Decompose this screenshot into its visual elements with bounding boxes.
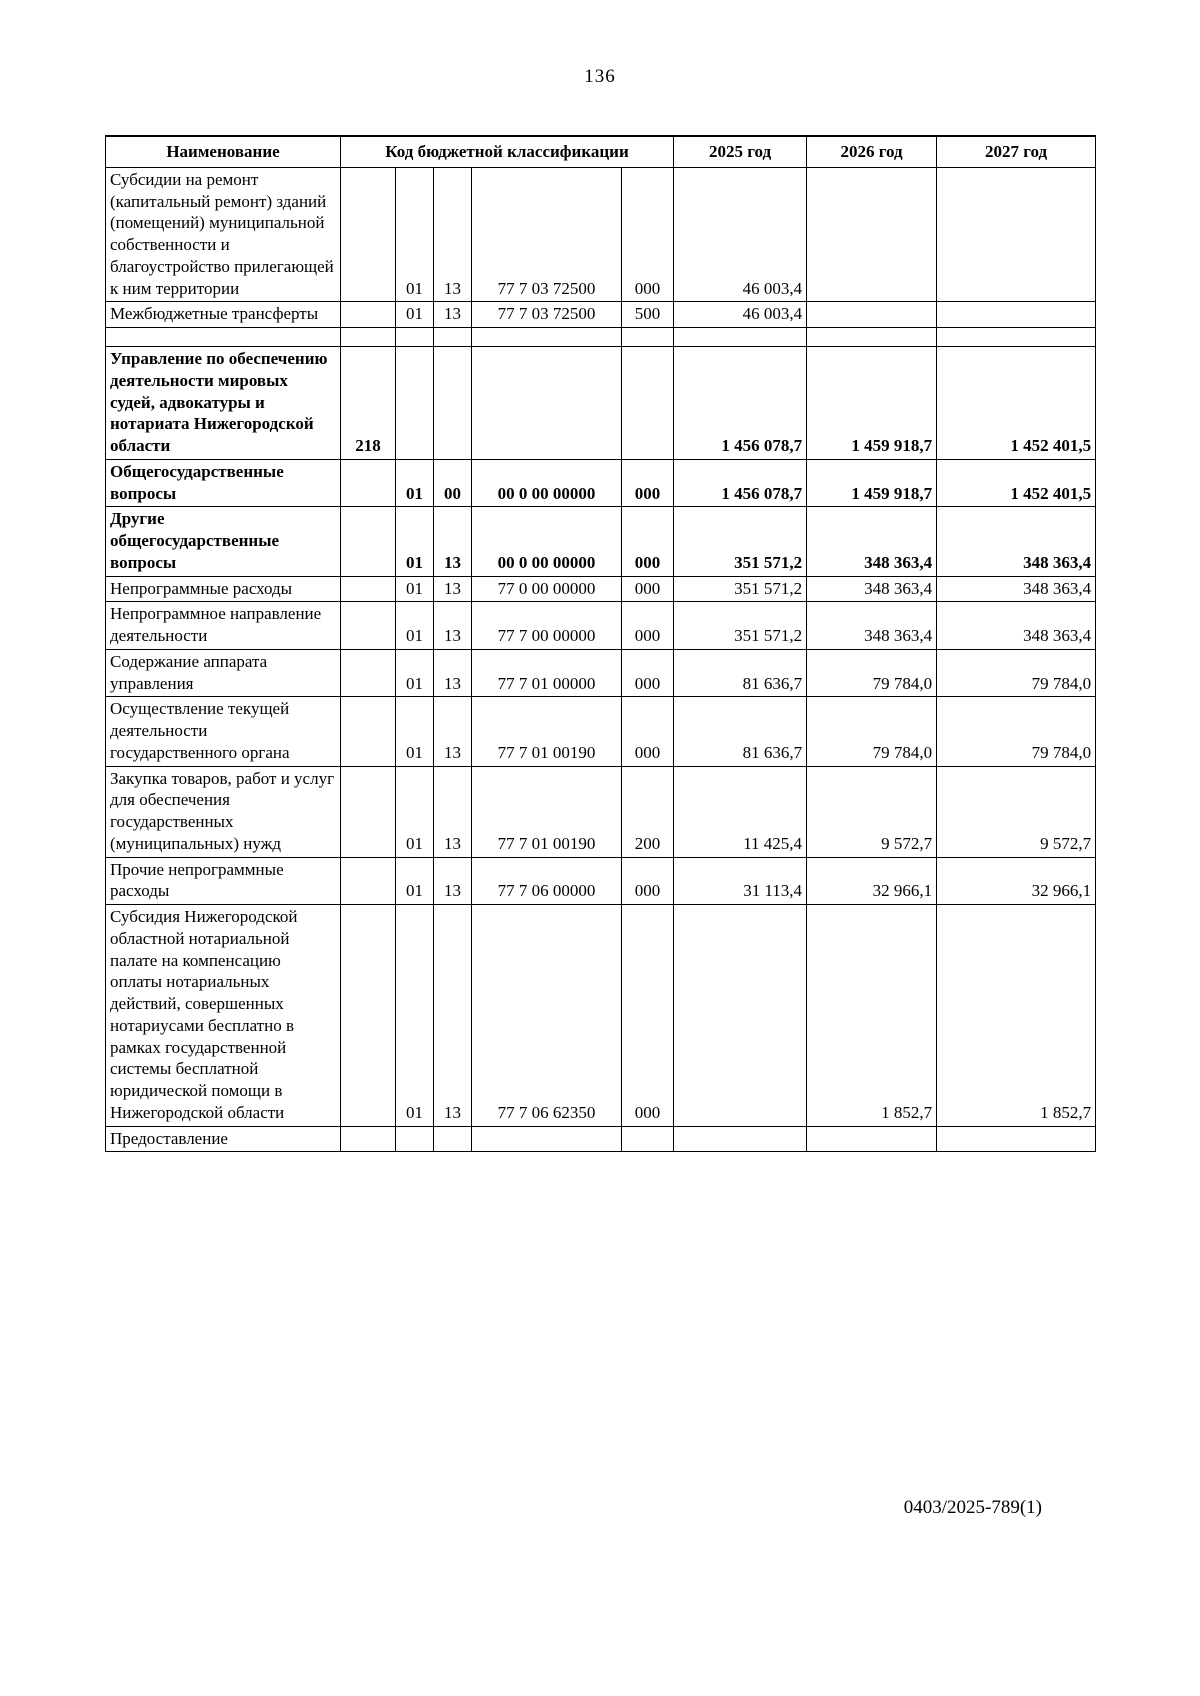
cell-rz: 01 [396,697,434,766]
cell-vr: 500 [622,302,674,328]
cell-pr: 13 [434,905,472,1127]
cell-y2025: 351 571,2 [674,602,807,650]
cell-y2027: 1 852,7 [937,905,1096,1127]
cell-y2026 [807,167,937,302]
cell-y2027: 1 452 401,5 [937,459,1096,507]
cell-vr: 000 [622,905,674,1127]
cell-grbs [341,459,396,507]
cell-y2025: 11 425,4 [674,766,807,857]
cell-y2027 [937,328,1096,347]
cell-grbs [341,576,396,602]
cell-y2026 [807,302,937,328]
cell-y2025: 81 636,7 [674,649,807,697]
cell-rz: 01 [396,602,434,650]
cell-name: Непрограммные расходы [106,576,341,602]
budget-table [105,135,1096,1152]
cell-rz: 01 [396,649,434,697]
cell-grbs [341,328,396,347]
cell-name: Непрограммное направление деятельности [106,602,341,650]
header-name: Наименование [106,136,341,167]
cell-y2025: 46 003,4 [674,167,807,302]
cell-grbs [341,302,396,328]
cell-y2027: 9 572,7 [937,766,1096,857]
cell-pr: 13 [434,649,472,697]
cell-name: Межбюджетные трансферты [106,302,341,328]
header-budget-code: Код бюджетной классификации [341,136,674,167]
cell-vr: 000 [622,649,674,697]
cell-y2026: 32 966,1 [807,857,937,905]
cell-y2026: 1 459 918,7 [807,347,937,460]
cell-csr: 77 0 00 00000 [472,576,622,602]
cell-csr: 77 7 03 72500 [472,167,622,302]
table-row [106,1126,1096,1152]
table-row [106,905,1096,1127]
header-year-2026: 2026 год [807,136,937,167]
cell-name: Другие общегосударственные вопросы [106,507,341,576]
cell-csr: 77 7 06 00000 [472,857,622,905]
cell-rz: 01 [396,857,434,905]
cell-rz: 01 [396,766,434,857]
cell-y2027: 32 966,1 [937,857,1096,905]
cell-csr [472,1126,622,1152]
cell-name: Управление по обеспечению деятельности мировых судей, адвокатуры и нотариата Нижегородской области [106,347,341,460]
cell-pr: 13 [434,602,472,650]
cell-pr: 13 [434,697,472,766]
cell-vr [622,328,674,347]
cell-rz: 01 [396,459,434,507]
table-header-row [106,136,1096,167]
cell-grbs [341,1126,396,1152]
cell-y2025: 1 456 078,7 [674,347,807,460]
cell-csr [472,347,622,460]
cell-csr: 77 7 00 00000 [472,602,622,650]
cell-vr: 000 [622,857,674,905]
cell-y2027: 79 784,0 [937,649,1096,697]
cell-pr [434,1126,472,1152]
cell-y2027 [937,302,1096,328]
cell-y2026: 348 363,4 [807,507,937,576]
table-row [106,857,1096,905]
cell-y2025: 31 113,4 [674,857,807,905]
cell-y2026 [807,1126,937,1152]
cell-vr: 200 [622,766,674,857]
cell-y2025: 46 003,4 [674,302,807,328]
document-reference-number: 0403/2025-789(1) [903,1497,1042,1518]
cell-rz: 01 [396,576,434,602]
cell-grbs [341,649,396,697]
cell-vr: 000 [622,697,674,766]
cell-y2026: 79 784,0 [807,649,937,697]
cell-y2027: 348 363,4 [937,576,1096,602]
cell-csr: 00 0 00 00000 [472,507,622,576]
cell-pr: 13 [434,507,472,576]
cell-y2027 [937,167,1096,302]
cell-csr [472,328,622,347]
cell-pr: 13 [434,766,472,857]
cell-y2027: 1 452 401,5 [937,347,1096,460]
cell-csr: 77 7 01 00190 [472,766,622,857]
cell-name: Закупка товаров, работ и услуг для обеспечения государственных (муниципальных) нужд [106,766,341,857]
cell-grbs [341,857,396,905]
cell-rz [396,1126,434,1152]
table-row [106,766,1096,857]
cell-vr: 000 [622,167,674,302]
cell-grbs [341,507,396,576]
cell-grbs [341,602,396,650]
cell-y2025 [674,328,807,347]
table-row [106,347,1096,460]
cell-y2026 [807,328,937,347]
cell-pr: 13 [434,302,472,328]
cell-pr: 13 [434,576,472,602]
cell-y2026: 1 852,7 [807,905,937,1127]
cell-name: Осуществление текущей деятельности государственного органа [106,697,341,766]
cell-y2027: 348 363,4 [937,507,1096,576]
cell-csr: 77 7 01 00000 [472,649,622,697]
header-year-2027: 2027 год [937,136,1096,167]
table-row [106,576,1096,602]
cell-grbs [341,905,396,1127]
table-row [106,649,1096,697]
cell-y2027 [937,1126,1096,1152]
cell-grbs [341,766,396,857]
cell-pr: 13 [434,857,472,905]
cell-rz: 01 [396,507,434,576]
cell-csr: 77 7 03 72500 [472,302,622,328]
cell-y2026: 348 363,4 [807,602,937,650]
table-row [106,302,1096,328]
cell-name: Общегосударственные вопросы [106,459,341,507]
cell-pr [434,347,472,460]
cell-csr: 00 0 00 00000 [472,459,622,507]
cell-y2025 [674,1126,807,1152]
table-row [106,167,1096,302]
cell-rz: 01 [396,302,434,328]
cell-pr: 00 [434,459,472,507]
cell-name: Субсидии на ремонт (капитальный ремонт) зданий (помещений) муниципальной собственности и благоустройство прилегающей к ним территории [106,167,341,302]
cell-y2027: 79 784,0 [937,697,1096,766]
cell-vr: 000 [622,602,674,650]
cell-grbs [341,167,396,302]
cell-csr: 77 7 06 62350 [472,905,622,1127]
cell-y2026: 348 363,4 [807,576,937,602]
cell-name: Содержание аппарата управления [106,649,341,697]
cell-rz [396,347,434,460]
page-number: 136 [584,66,616,87]
cell-y2025: 1 456 078,7 [674,459,807,507]
cell-vr [622,347,674,460]
spacer-row [106,328,1096,347]
cell-rz [396,328,434,347]
table-row [106,459,1096,507]
cell-pr: 13 [434,167,472,302]
cell-rz: 01 [396,905,434,1127]
cell-rz: 01 [396,167,434,302]
cell-grbs: 218 [341,347,396,460]
cell-grbs [341,697,396,766]
cell-vr: 000 [622,576,674,602]
cell-name: Прочие непрограммные расходы [106,857,341,905]
cell-y2026: 1 459 918,7 [807,459,937,507]
cell-name [106,328,341,347]
cell-y2026: 79 784,0 [807,697,937,766]
table-row [106,602,1096,650]
cell-y2025: 351 571,2 [674,576,807,602]
cell-y2025 [674,905,807,1127]
cell-y2025: 81 636,7 [674,697,807,766]
cell-pr [434,328,472,347]
cell-y2026: 9 572,7 [807,766,937,857]
cell-vr: 000 [622,507,674,576]
header-year-2025: 2025 год [674,136,807,167]
cell-y2027: 348 363,4 [937,602,1096,650]
cell-name: Предоставление [106,1126,341,1152]
cell-csr: 77 7 01 00190 [472,697,622,766]
budget-table-body [106,167,1096,1152]
table-row [106,507,1096,576]
cell-vr [622,1126,674,1152]
cell-name: Субсидия Нижегородской областной нотариальной палате на компенсацию оплаты нотариальных действий, совершенных нотариусами бесплатно в рамках государственной системы бесплатной юридической помощи в Нижегородской области [106,905,341,1127]
table-row [106,697,1096,766]
cell-y2025: 351 571,2 [674,507,807,576]
cell-vr: 000 [622,459,674,507]
